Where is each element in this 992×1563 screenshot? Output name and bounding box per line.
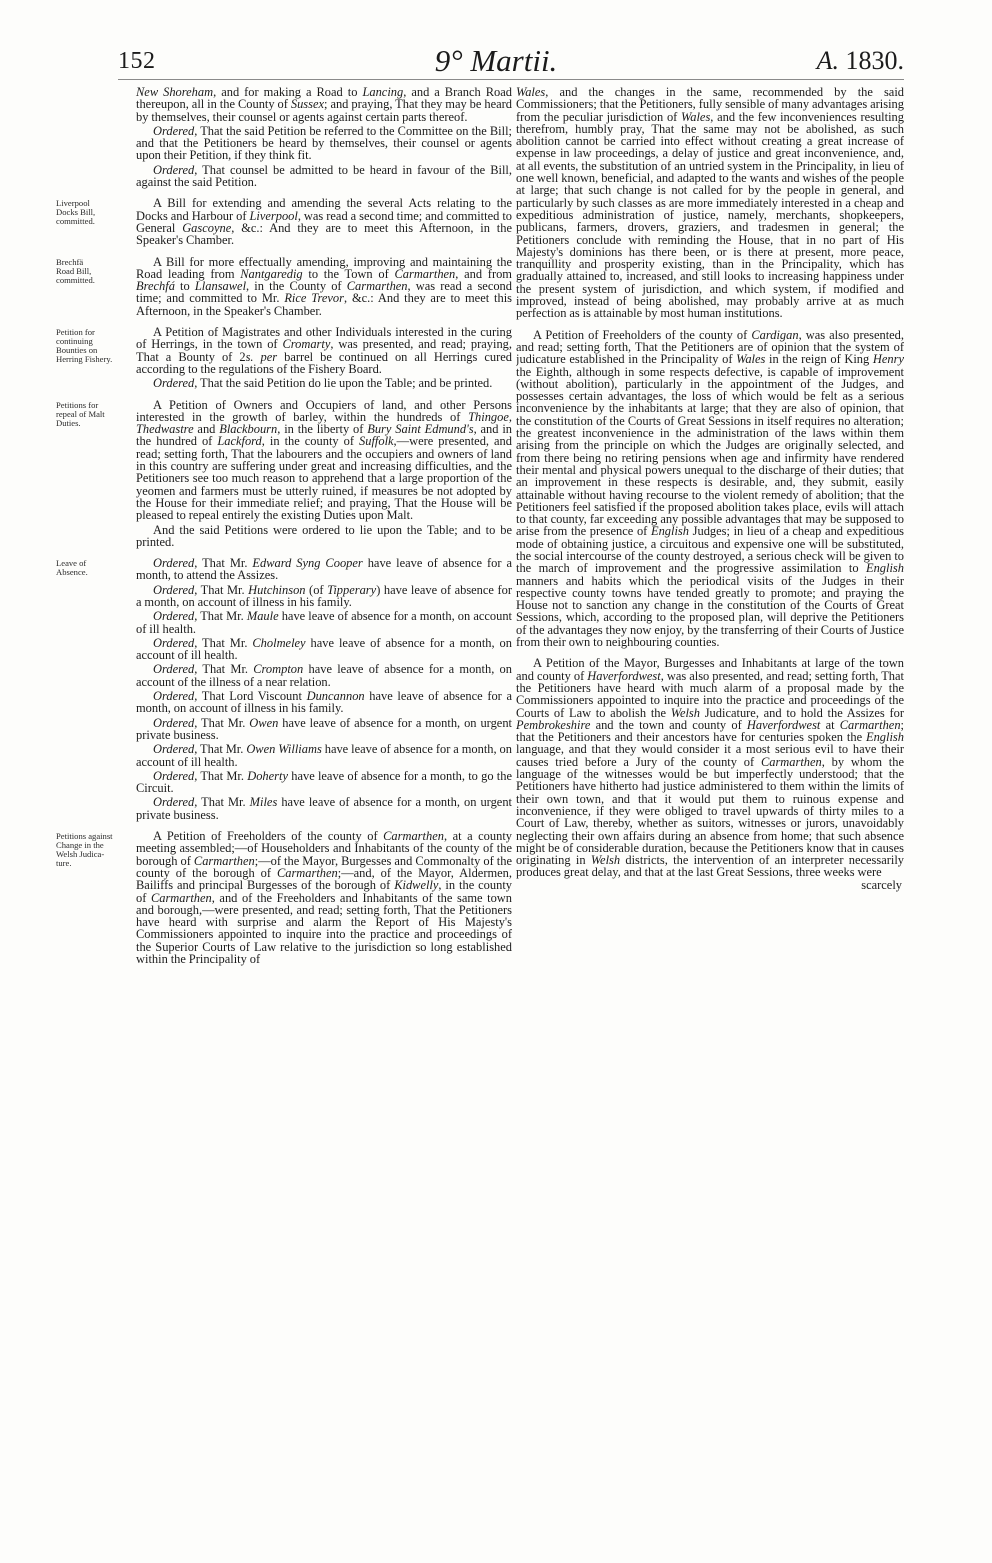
text-run: at	[820, 717, 840, 732]
text-run: , That Mr.	[194, 768, 248, 783]
text-run: , That Mr.	[194, 715, 250, 730]
text-run: , was also presented, and read; setting forth, That the Petitioners have heard with much alarm of a proposal made by the Commissioners appointed to inquire into the practice and proceedings of the Courts of Law to abolish the	[516, 668, 904, 720]
text-run: A Petition of the Mayor, Burgesses and Inhabitants at large of the town and county of	[516, 656, 904, 683]
left-column	[56, 86, 513, 966]
journal-entry	[516, 657, 904, 878]
italic-text: Carmarthen	[760, 754, 822, 769]
text-run: , in the county of	[136, 878, 512, 905]
italic-text: Duncannon	[306, 689, 365, 704]
margin-note-line: Duties.	[56, 417, 81, 428]
italic-text: Ordered	[153, 768, 195, 783]
text-run: , That counsel be admitted to be heard in favour of the Bill, against the said Petition.	[136, 162, 512, 190]
text-run: districts, the intervention of an interpreter necessarily produces great delay, and that at the last Great Sessions, three weeks were	[516, 853, 904, 880]
paragraph	[136, 690, 512, 715]
text-run: ,—were presented, and read; setting forth, That the labourers and the occupiers and owners of land in this country are suffering under great and increasing difficulties, and the Petitioners see too much reason to apprehend that a large proportion of the yeomen and farmers must be utterly ruined, if measures be not adopted by the House for their immediate relief; and praying, That the House will be pleased to repeal entirely the existing Duties upon Malt.	[136, 434, 512, 523]
margin-note-line: Welsh Judica-	[56, 849, 105, 860]
text-run: , That Mr.	[194, 635, 253, 650]
journal-entry	[56, 829, 513, 966]
text-run: barrel be continued on all Herrings cured according to the regulations of the Fishery Board.	[136, 349, 512, 376]
page-date-heading: 9° Martii.	[434, 43, 558, 78]
italic-text: Miles	[249, 795, 278, 810]
paragraph	[136, 164, 512, 189]
journal-entry	[56, 556, 513, 822]
text-run: A Petition of Freeholders of the county of	[533, 327, 752, 342]
paragraph	[136, 377, 512, 389]
text-run: , was also presented, and read; setting forth, That the Petitioners are of opinion that the system of judicature established in the Principality of	[516, 327, 904, 367]
text-run: ) have leave of absence for a month, on account of illness in his family.	[136, 582, 512, 609]
italic-text: Ordered	[153, 582, 195, 597]
text-run: , &c.: And they are to meet this Afternoon, in the Speaker's Chamber.	[136, 291, 513, 318]
paragraph	[136, 637, 512, 662]
italic-text: Maule	[246, 609, 279, 624]
text-run: have leave of absence for a month, on urgent private business.	[136, 715, 512, 742]
page-year-heading	[817, 44, 904, 78]
paragraph	[136, 86, 512, 123]
journal-entry	[516, 329, 904, 649]
text-run: , and of the Freeholders and Inhabitants of the same town and borough,—were presented, and read; setting forth, That the Petitioners have heard with surprise and alarm the Report of His Majesty's Commissioners appointed to inquire into the practice and proceedings of the Superior Courts of Law relative to the jurisdiction so long established within the Principality of	[136, 890, 512, 966]
italic-text: Ordered	[153, 609, 195, 624]
italic-text: Ordered	[153, 556, 195, 571]
italic-text: Kidwelly	[394, 878, 439, 893]
text-run: , and from	[455, 266, 512, 281]
paragraph	[136, 610, 512, 635]
journal-entry	[516, 86, 904, 320]
paragraph	[136, 584, 512, 609]
italic-text: Edward Syng Cooper	[252, 556, 363, 571]
italic-text: Ordered	[153, 715, 195, 730]
italic-text: Cardigan	[751, 327, 799, 342]
text-run: , That the said Petition be referred to the Committee on the Bill; and that the Petitioners be heard by themselves, their counsel or agents upon their Petition, if they think fit.	[136, 123, 512, 163]
text-run: , That Mr.	[194, 609, 247, 624]
paragraph	[516, 86, 904, 320]
text-run: , and a Branch Road thereupon, all in the County of	[136, 86, 512, 112]
italic-text: Lackford	[217, 434, 262, 449]
margin-note	[56, 559, 128, 577]
italic-text: Ordered	[153, 376, 195, 391]
italic-text: Wales	[516, 86, 546, 99]
paragraph	[136, 399, 512, 522]
year-prefix: A.	[816, 46, 839, 75]
italic-text: Carmarthen	[839, 717, 901, 732]
italic-text: Suffolk	[359, 434, 394, 449]
text-run: language, and that they would consider it a most serious evil to have their causes tried before a Jury of the county of	[516, 742, 904, 769]
text-run: , That Mr.	[194, 582, 249, 597]
margin-note-line: Brechfä	[56, 256, 84, 267]
italic-text: Henry	[872, 352, 904, 367]
italic-text: Pembrokeshire	[516, 717, 591, 732]
margin-note-line: ture.	[56, 858, 72, 869]
text-run: A Bill for more effectually amending, improving and maintaining the Road leading from	[136, 254, 512, 281]
italic-text: Haverfordwest	[746, 717, 821, 732]
paragraph	[516, 657, 904, 878]
italic-text: Carmarthen	[193, 853, 255, 868]
margin-note-line: Road Bill,	[56, 265, 92, 276]
italic-text: s.	[245, 349, 254, 364]
italic-text: Ordered	[153, 795, 195, 810]
paragraph	[136, 256, 512, 317]
text-run: , in the County of	[246, 279, 347, 294]
margin-note-line: Docks Bill,	[56, 207, 96, 218]
text-run: and	[193, 422, 220, 437]
italic-text: Ordered	[153, 123, 195, 138]
italic-text: per	[260, 349, 278, 364]
margin-note-line: repeal of Malt	[56, 408, 105, 419]
text-run: , in the county of	[261, 434, 359, 449]
text-run: , was read a second time; and committed to General	[136, 208, 512, 235]
italic-text: English	[865, 561, 904, 576]
margin-note-line: Herring Fishery.	[56, 354, 113, 365]
text-run: manners and habits which the periodical visits of the Judges in their respective county towns have tended greatly to promote; and praying the House not to sanction any change in the constitution of the Courts of Great Sessions, which, according to the proposed plan, will deprive the Petitioners of the advantages they now enjoy, by the transferring of their Courts of Justice from their own to neighbouring counties.	[516, 573, 904, 650]
right-column	[516, 86, 904, 1551]
text-run: the Eighth, although in some respects defective, is capable of improvement (without abolition), particularly in the appointment of the Judges, and possesses certain advantages, the loss of which would be felt as a serious inconvenience by the inhabitants at large; that they are also of opinion, that the constitution of the Courts of Great Sessions in itself requires no alteration; the greatest inconvenience in the administration of the laws within them arising from the principle on which the Judges are originally selected, and from there being no retiring pensions when age and infirmity have rendered their mental and physical powers unequal to the discharge of their duties; that an improvement in these respects is desirable, and, they submit, easily attainable without having recourse to the violent remedy of abolition; that the Petitioners feel satisfied if the proposed abolition takes place, evils will attach to that county, far exceeding any possible advantages that may be supposed to arise from the presence of	[516, 364, 904, 539]
journal-entry	[136, 86, 512, 188]
journal-entry	[56, 254, 513, 318]
italic-text: English	[865, 730, 904, 745]
text-run: , That Mr.	[194, 556, 253, 571]
text-run: A Bill for extending and amending the several Acts relating to the Docks and Harbour of	[136, 196, 512, 223]
text-run: A Petition of Freeholders of the county of	[153, 829, 384, 844]
text-run: ;—and, of the Mayor, Aldermen, Bailiffs and principal Burgesses of the borough of	[136, 865, 512, 893]
text-run: , was presented, and read; praying, That a Bounty of 2	[136, 337, 512, 364]
text-run: Judicature, and to hold the Assizes for	[700, 705, 904, 720]
text-run: in the reign of King	[765, 352, 873, 367]
italic-text: Wales	[736, 352, 766, 367]
italic-text: Liverpool	[249, 208, 298, 223]
text-run: , That Lord Viscount	[194, 689, 307, 704]
italic-text: New Shoreham	[136, 86, 214, 99]
text-run: have leave of absence for a month, on urgent private business.	[136, 795, 513, 822]
italic-text: Gascoyne	[182, 220, 232, 235]
margin-note	[56, 328, 128, 364]
italic-text: Wales	[681, 109, 711, 124]
paragraph	[136, 557, 512, 582]
text-run: , by whom the language of the witnesses would be but imperfectly understood; that the Petitioners have hitherto had justice administered to them within the limits of their own town, and that it would put them to ruinous expense and inconvenience, if they were obliged to travel upwards of thirty miles to a Court of Law, thereby, whether as suitors, witnesses or jurors, unavoidably neglecting their own affairs during an absence from home; that such absence might be of considerable duration, because the Petitioners know that in causes originating in	[516, 754, 904, 868]
text-run: ;—of the Mayor, Burgesses and Commonalty of the county of the borough of	[136, 853, 512, 880]
paragraph	[516, 329, 904, 649]
italic-text: Sussex	[290, 97, 325, 112]
text-run: to the Town of	[302, 266, 395, 281]
text-run: , That the said Petition do lie upon the Table; and be printed.	[194, 376, 493, 391]
text-run: , That Mr.	[194, 742, 247, 757]
italic-text: Owen Williams	[246, 742, 322, 757]
margin-note-line: Leave of	[56, 558, 87, 569]
italic-text: Welsh	[590, 853, 621, 868]
margin-note-line: Petitions against	[56, 831, 113, 842]
text-run: , in the liberty of	[277, 422, 368, 437]
paragraph	[136, 197, 512, 246]
italic-text: Ordered	[153, 662, 195, 677]
italic-text: Carmarthen	[346, 279, 408, 294]
italic-text: Nantgaredig	[240, 266, 303, 281]
margin-note-line: committed.	[56, 274, 95, 285]
margin-note-line: Change in the	[56, 840, 104, 851]
text-run: ; and praying, That they may be heard by themselves, their counsel or agents against certain parts thereof.	[136, 97, 512, 124]
catchword: scarcely	[861, 877, 902, 892]
margin-note-line: Absence.	[56, 567, 88, 578]
italic-text: Ordered	[153, 162, 195, 177]
italic-text: Carmarthen	[383, 829, 444, 844]
page-number: 152	[118, 48, 156, 74]
text-run: , and the changes in the same, recommended by the said Commissioners; that the Petitioners, fully sensible of many advantages arising from the peculiar jurisdiction of	[516, 86, 904, 124]
margin-note-line: Bounties on	[56, 345, 98, 356]
journal-entry	[56, 397, 512, 549]
paragraph	[136, 830, 512, 965]
text-run: have leave of absence for a month, on account of ill health.	[136, 635, 512, 663]
italic-text: Welsh	[670, 705, 700, 720]
header-rule	[118, 79, 904, 80]
journal-entry	[56, 196, 512, 248]
italic-text: Haverfordwest	[587, 668, 661, 683]
text-run: A Petition of Magistrates and other Individuals interested in the curing of Herrings, in the town of	[136, 325, 512, 352]
text-run: to	[174, 279, 195, 294]
text-run: have leave of absence for a month, to attend the Assizes.	[136, 556, 512, 583]
text-run: , and for making a Road to	[213, 86, 363, 99]
margin-note-line: Petition for	[56, 327, 95, 338]
italic-text: Carmarthen	[276, 865, 338, 880]
paragraph	[136, 326, 512, 375]
text-run: Judges; in lieu of a cheap and expeditious mode of obtaining justice, a circuitous and expensive one will be substituted, the social intercourse of the county destroyed, a serious check will be given to the march of improvement and the progressive assimilation to	[516, 524, 904, 576]
margin-note-line: committed.	[56, 216, 95, 227]
paragraph	[136, 796, 512, 821]
text-run: , was read a second time; and committed to Mr.	[136, 279, 512, 306]
italic-text: Llansawel	[194, 279, 247, 294]
journal-entry	[56, 325, 512, 391]
paragraph	[136, 524, 512, 549]
italic-text: Carmarthen	[394, 266, 456, 281]
italic-text: Blackbourn	[219, 422, 278, 437]
italic-text: Crompton	[253, 662, 304, 677]
text-run: A Petition of Owners and Occupiers of land, and other Persons interested in the growth of barley, within the hundreds of	[136, 397, 512, 424]
italic-text: Rice Trevor	[284, 291, 344, 306]
text-run: ; that the Petitioners and their ancestors have for centuries spoken the	[516, 717, 904, 745]
margin-note	[56, 401, 128, 428]
italic-text: Bury Saint Edmund's	[367, 422, 474, 437]
italic-text: Thingoe, Thedwastre	[136, 409, 512, 437]
italic-text: Owen	[249, 715, 279, 730]
text-run: have leave of absence for a month, on account of ill health.	[136, 742, 512, 769]
text-run: (of	[305, 582, 328, 597]
margin-note	[56, 258, 128, 285]
italic-text: Carmarthen	[150, 890, 212, 905]
paragraph	[136, 743, 512, 768]
left-column-area	[56, 86, 516, 1551]
margin-note-line: Petitions for	[56, 399, 99, 410]
italic-text: Doherty	[247, 768, 288, 783]
italic-text: Ordered	[153, 635, 195, 650]
italic-text: Cromarty	[282, 337, 331, 352]
text-run: have leave of absence for a month, on account of the illness of a near relation.	[136, 662, 512, 689]
text-run: , at a county meeting assembled;—of Householders and Inhabitants of the county of the borough of	[136, 829, 513, 868]
paragraph	[136, 717, 512, 742]
year-value: 1830.	[845, 46, 904, 75]
italic-text: Hutchinson	[248, 582, 306, 597]
text-run: , and the few inconveniences resulting therefrom, humbly pray, That the same may not be abolished, as such abolition cannot be carried into effect without creating a great increase of expense in law proceedings, a delay of justice and great inconvenience, and, at all events, the substitution of an untried system in the Principality, in lieu of one well known, beneficial, and adapted to the wants and wishes of the people at large; that such change is not called for by the people in general, and particularly by such classes as are more immediately interested in a cheap and expeditious administration of justice, namely, merchants, shopkeepers, publicans, farmers, drovers, graziers, and tradesmen in general; the Petitioners conclude with reminding the House, that in no part of His Majesty's dominions has there been, or is there at present, more peace, tranquillity and prosperity existing, than in the Principality, which has gradually attained to, increased, and still looks to increasing happiness under the present system of jurisdiction, and which system, if modified and improved, instead of being abolished, may probably arrive at as much perfection as is attainable by most human institutions.	[516, 109, 904, 321]
italic-text: Brechfá	[136, 279, 175, 294]
text-run: have leave of absence for a month, on account of illness in his family.	[136, 689, 512, 716]
italic-text: English	[650, 524, 689, 539]
margin-note	[56, 832, 128, 868]
text-run: have leave of absence for a month, to go the Circuit.	[136, 768, 512, 796]
paragraph	[136, 663, 512, 688]
text-run: , &c.: And they are to meet this Afternoon, in the Speaker's Chamber.	[136, 220, 512, 248]
italic-text: Ordered	[153, 689, 195, 704]
text-run: have leave of absence for a month, on account of ill health.	[136, 609, 512, 636]
text-run: , That Mr.	[194, 795, 250, 810]
text-run: and the town and county of	[590, 717, 747, 732]
text-run: And the said Petitions were ordered to lie upon the Table; and to be printed.	[136, 522, 512, 549]
margin-note	[56, 199, 128, 226]
text-run: , That Mr.	[194, 662, 254, 677]
paragraph	[136, 125, 512, 162]
italic-text: Cholmeley	[252, 635, 306, 650]
paragraph	[136, 770, 512, 795]
margin-note-line: continuing	[56, 336, 93, 347]
italic-text: Lancing	[362, 86, 404, 99]
italic-text: Ordered	[153, 742, 195, 757]
italic-text: Tipperary	[327, 582, 377, 597]
text-run: , and in the hundred of	[136, 422, 512, 449]
margin-note-line: Liverpool	[56, 198, 90, 209]
